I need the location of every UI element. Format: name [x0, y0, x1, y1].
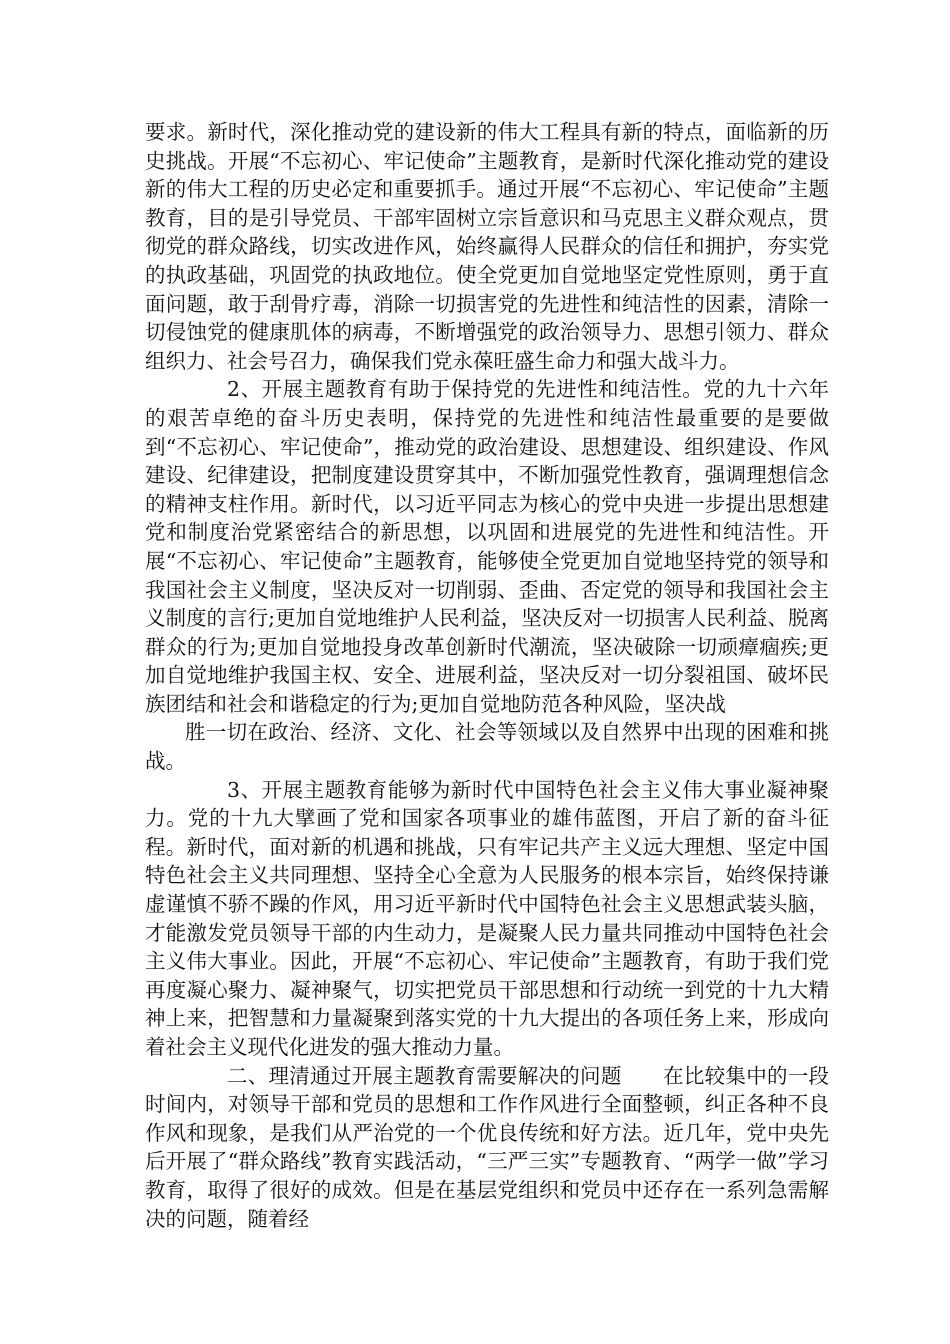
paragraph-party-building-requirements: 要求。新时代，深化推动党的建设新的伟大工程具有新的特点，面临新的历史挑战。开展“不忘初心、牢记使命”主题教育，是新时代深化推动党的建设新的伟大工程的历史必定和重要抓手。通过开展“不忘初心、牢记使命”主题教育，目的是引导党员、干部牢固树立宗旨意识和马克思主义群众观点，贯彻党的群众路线，切实改进作风，始终赢得人民群众的信任和拥护，夯实党的执政基础，巩固党的执政地位。使全党更加自觉地坚定党性原则，勇于直面问题，敢于刮骨疗毒，消除一切损害党的先进性和纯洁性的因素，清除一切侵蚀党的健康肌体的病毒，不断增强党的政治领导力、思想引领力、群众组织力、社会号召力，确保我们党永葆旺盛生命力和强大战斗力。 [145, 120, 829, 373]
document-body [145, 118, 829, 1233]
paragraph-continuation-difficulties: 胜一切在政治、经济、文化、社会等领域以及自然界中出现的困难和挑战。 [145, 720, 829, 774]
paragraph-section-2-problems: 二、理清通过开展主题教育需要解决的问题 在比较集中的一段时间内，对领导干部和党员的思想和工作作风进行全面整顿，纠正各种不良作风和现象，是我们从严治党的一个优良传统和好方法。近几年，党中央先后开展了“群众路线”教育实践活动，“三严三实”专题教育、“两学一做”学习教育，取得了很好的成效。但是在基层党组织和党员中还存在一系列急需解决的问题，随着经 [145, 1063, 829, 1231]
paragraph-point-2-advancement-purity: 2、开展主题教育有助于保持党的先进性和纯洁性。党的九十六年的艰苦卓绝的奋斗历史表明，保持党的先进性和纯洁性最重要的是要做到“不忘初心、牢记使命”，推动党的政治建设、思想建设、组织建设、作风建设、纪律建设，把制度建设贯穿其中，不断加强党性教育，强调理想信念的精神支柱作用。新时代，以习近平同志为核心的党中央进一步提出思想建党和制度治党紧密结合的新思想，以巩固和进展党的先进性和纯洁性。开展“不忘初心、牢记使命”主题教育，能够使全党更加自觉地坚持党的领导和我国社会主义制度，坚决反对一切削弱、歪曲、否定党的领导和我国社会主义制度的言行;更加自觉地维护人民利益，坚决反对一切损害人民利益、脱离群众的行为;更加自觉地投身改革创新时代潮流，坚决破除一切顽瘴痼疾;更加自觉地维护我国主权、安全、进展利益，坚决反对一切分裂祖国、破坏民族团结和社会和谐稳定的行为;更加自觉地防范各种风险，坚决战 [145, 377, 829, 716]
paragraph-point-3-unite-strength: 3、开展主题教育能够为新时代中国特色社会主义伟大事业凝神聚力。党的十九大擘画了党和国家各项事业的雄伟蓝图，开启了新的奋斗征程。新时代，面对新的机遇和挑战，只有牢记共产主义远大理想、坚定中国特色社会主义共同理想、坚持全心全意为人民服务的根本宗旨，始终保持谦虚谨慎不骄不躁的作风，用习近平新时代中国特色社会主义思想武装头脑，才能激发党员领导干部的内生动力，是凝聚人民力量共同推动中国特色社会主义伟大事业。因此，开展“不忘初心、牢记使命”主题教育，有助于我们党再度凝心聚力、凝神聚气，切实把党员干部思想和行动统一到党的十九大精神上来，把智慧和力量凝聚到落实党的十九大提出的各项任务上来，形成向着社会主义现代化进发的强大推动力量。 [145, 777, 829, 1059]
